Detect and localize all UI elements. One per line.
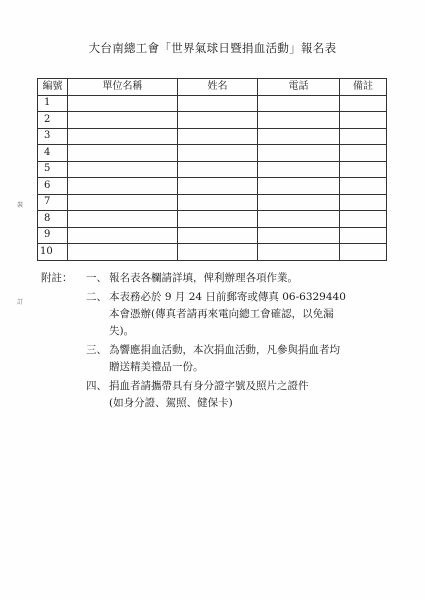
phone-cell[interactable] (258, 178, 340, 195)
remarks-cell[interactable] (340, 244, 387, 261)
phone-cell[interactable] (258, 145, 340, 162)
note-text: 贈送精美禮品一份。 (109, 361, 204, 373)
name-cell[interactable] (178, 145, 258, 162)
header-unit-name: 單位名稱 (68, 79, 178, 96)
remarks-cell[interactable] (340, 211, 387, 228)
remarks-cell[interactable] (340, 161, 387, 178)
table-row (38, 244, 387, 261)
unit-name-cell[interactable] (68, 211, 178, 228)
phone-cell[interactable] (258, 112, 340, 129)
notes-prefix: 附註： (41, 272, 73, 284)
header-phone: 電話 (258, 79, 340, 96)
phone-cell[interactable] (258, 211, 340, 228)
unit-name-cell[interactable] (68, 178, 178, 195)
table-row (38, 211, 387, 228)
unit-name-cell[interactable] (68, 95, 178, 112)
name-cell[interactable] (178, 194, 258, 211)
row-number: 3 (38, 128, 68, 145)
note-text: (如身分證、駕照、健保卡) (109, 397, 233, 409)
remarks-cell[interactable] (340, 128, 387, 145)
phone-cell[interactable] (258, 244, 340, 261)
note-text: 失)。 (109, 325, 135, 337)
remarks-cell[interactable] (340, 178, 387, 195)
row-number: 7 (38, 194, 68, 211)
note-text: 本會憑辦(傳真者請再來電向總工會確認，以免漏 (109, 308, 334, 320)
name-cell[interactable] (178, 244, 258, 261)
row-number: 9 (38, 227, 68, 244)
table-header-row (38, 79, 387, 96)
form-title: 大台南總工會「世界氣球日暨捐血活動」報名表 (88, 41, 337, 55)
header-remarks: 備註 (340, 79, 387, 96)
row-number: 6 (38, 178, 68, 195)
note-marker: 一、 (86, 272, 107, 284)
row-number: 2 (38, 112, 68, 129)
header-number: 編號 (38, 79, 68, 96)
note-marker: 二、 (86, 291, 107, 303)
name-cell[interactable] (178, 227, 258, 244)
phone-cell[interactable] (258, 227, 340, 244)
name-cell[interactable] (178, 161, 258, 178)
table-row (38, 161, 387, 178)
remarks-cell[interactable] (340, 95, 387, 112)
note-text: 為響應捐血活動，本次捐血活動，凡參與捐血者均 (109, 344, 340, 356)
unit-name-cell[interactable] (68, 244, 178, 261)
name-cell[interactable] (178, 112, 258, 129)
table-row (38, 128, 387, 145)
remarks-cell[interactable] (340, 112, 387, 129)
unit-name-cell[interactable] (68, 194, 178, 211)
row-number: 8 (38, 211, 68, 228)
row-number: 10 (38, 244, 68, 261)
unit-name-cell[interactable] (68, 112, 178, 129)
unit-name-cell[interactable] (68, 227, 178, 244)
table-row (38, 145, 387, 162)
table-row (38, 178, 387, 195)
note-marker: 四、 (86, 380, 107, 392)
row-number: 1 (38, 95, 68, 112)
remarks-cell[interactable] (340, 194, 387, 211)
note-text: 捐血者請攜帶具有身分證字號及照片之證件 (109, 380, 309, 392)
name-cell[interactable] (178, 178, 258, 195)
note-text: 報名表各欄請詳填，俾利辦理各項作業。 (109, 272, 298, 284)
remarks-cell[interactable] (340, 227, 387, 244)
name-cell[interactable] (178, 211, 258, 228)
registration-table (37, 78, 387, 261)
name-cell[interactable] (178, 128, 258, 145)
phone-cell[interactable] (258, 161, 340, 178)
row-number: 5 (38, 161, 68, 178)
phone-cell[interactable] (258, 95, 340, 112)
binding-mark: 訂 (17, 299, 24, 306)
unit-name-cell[interactable] (68, 145, 178, 162)
phone-cell[interactable] (258, 194, 340, 211)
remarks-cell[interactable] (340, 145, 387, 162)
table-row (38, 112, 387, 129)
phone-cell[interactable] (258, 128, 340, 145)
table-row (38, 194, 387, 211)
row-number: 4 (38, 145, 68, 162)
note-text: 本表務必於 9 月 24 日前郵寄或傳真 06-6329440 (109, 291, 346, 303)
table-row (38, 95, 387, 112)
unit-name-cell[interactable] (68, 128, 178, 145)
table-row (38, 227, 387, 244)
unit-name-cell[interactable] (68, 161, 178, 178)
note-marker: 三、 (86, 344, 107, 356)
name-cell[interactable] (178, 95, 258, 112)
binding-mark: 裝 (17, 202, 24, 209)
header-name: 姓名 (178, 79, 258, 96)
